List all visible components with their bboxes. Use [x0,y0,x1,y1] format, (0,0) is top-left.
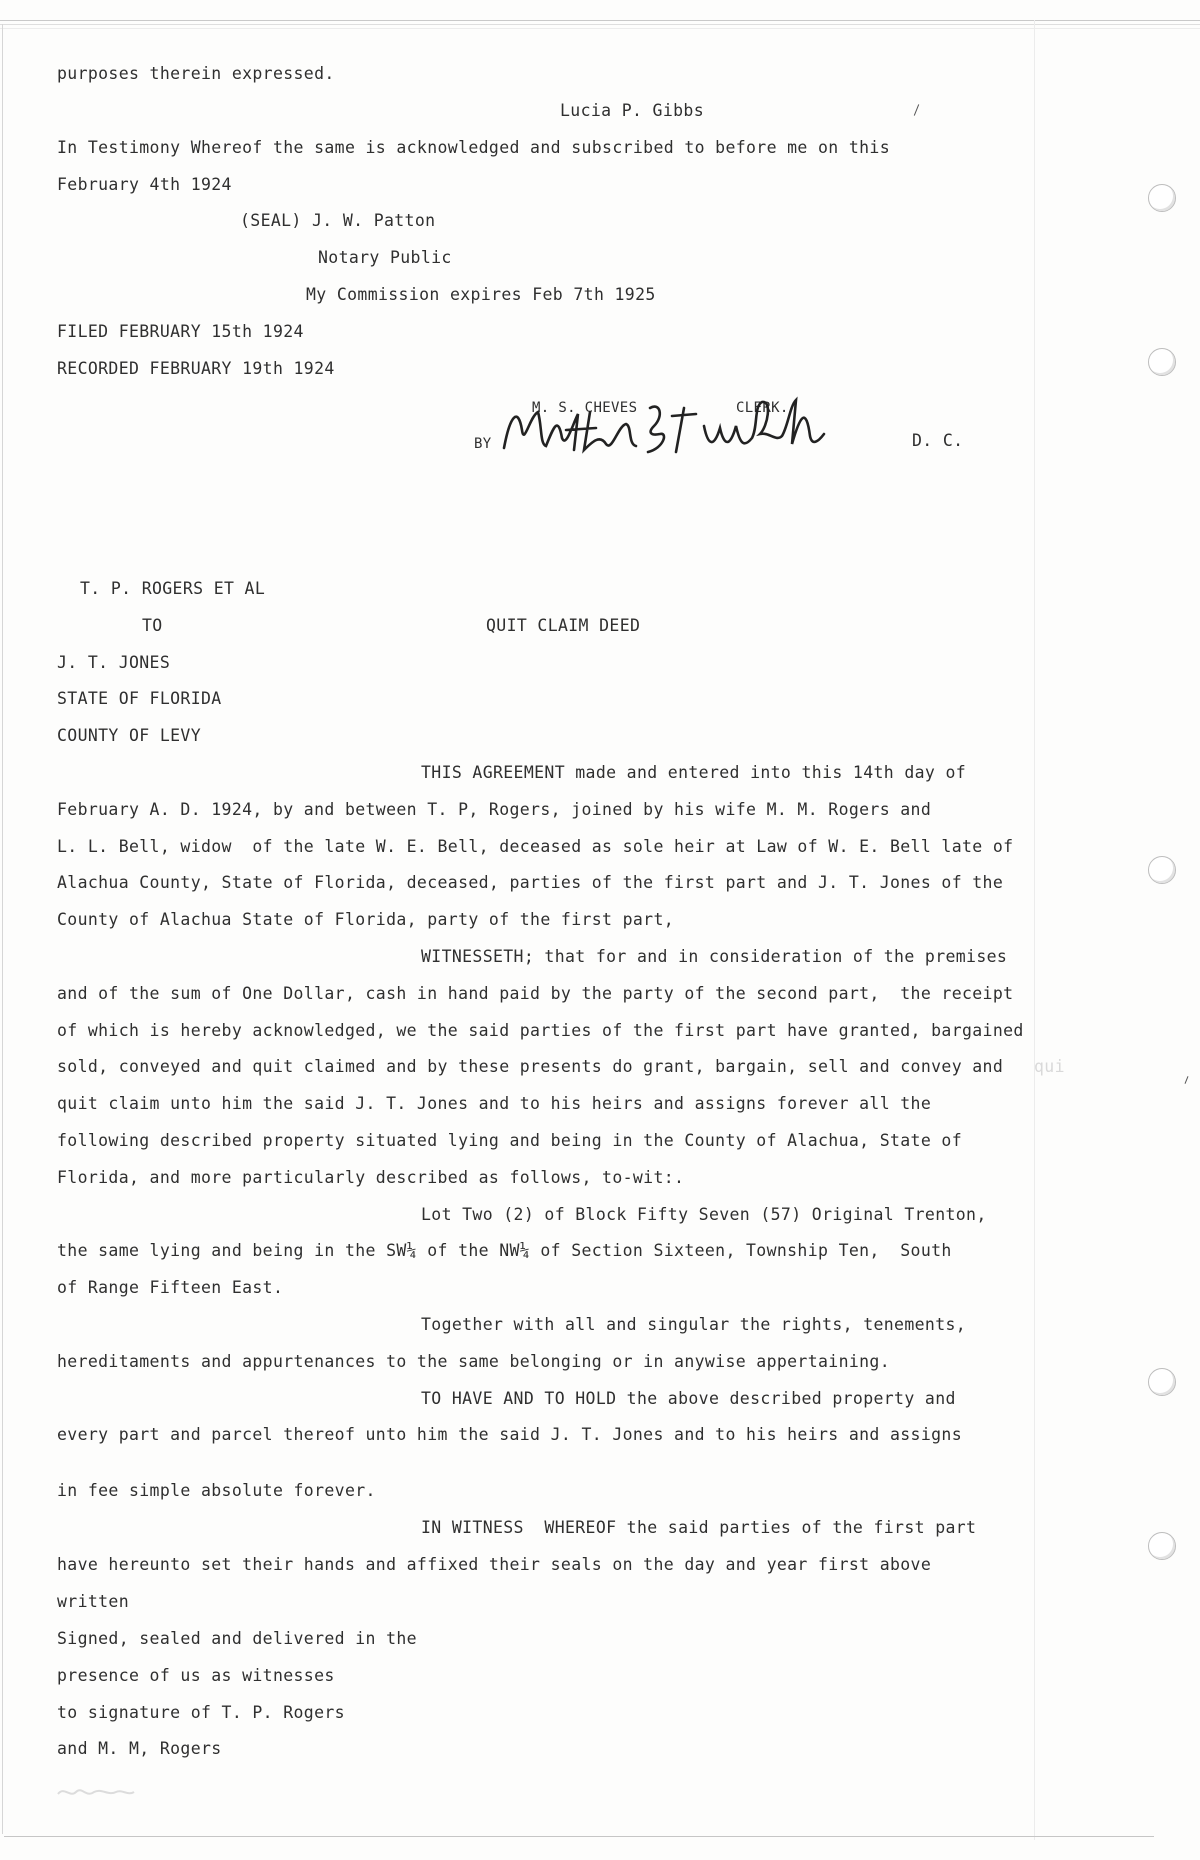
doc-line: of Range Fifteen East. [57,1278,284,1297]
doc-line: Alachua County, State of Florida, deceased, parties of the first part and J. T. Jones of the [57,873,1004,892]
recorded-date: RECORDED FEBRUARY 19th 1924 [57,359,335,378]
bottom-page-edge [4,1836,1154,1837]
to-heading: TO [142,616,163,635]
doc-line: THIS AGREEMENT made and entered into this 14th day of [421,763,967,782]
notary-seal-line: (SEAL) J. W. Patton [240,211,436,230]
doc-line: quit claim unto him the said J. T. Jones and to his heirs and assigns forever all the [57,1094,932,1113]
doc-line: sold, conveyed and quit claimed and by these presents do grant, bargain, sell and convey and [57,1057,1004,1076]
doc-line: WITNESSETH; that for and in consideration of the premises [421,947,1008,966]
clerk-name: M. S. CHEVES [532,400,638,416]
doc-line: County of Alachua State of Florida, party of the first part, [57,910,675,929]
grantor-heading: T. P. ROGERS ET AL [80,579,266,598]
top-rule-line [0,20,1200,21]
witness-line: presence of us as witnesses [57,1666,335,1685]
deed-title: QUIT CLAIM DEED [486,616,641,635]
doc-line: every part and parcel thereof unto him the said J. T. Jones and to his heirs and assigns [57,1425,962,1444]
doc-line: of which is hereby acknowledged, we the said parties of the first part have granted, bargained [57,1021,1024,1040]
top-rule-line-3 [0,28,1200,29]
doc-line: IN WITNESS WHEREOF the said parties of the first part [421,1518,977,1537]
punch-hole-icon [1148,184,1176,212]
doc-line: in fee simple absolute forever. [57,1481,376,1500]
doc-line: purposes therein expressed. [57,64,335,83]
doc-line: the same lying and being in the SW¼ of the NW¼ of Section Sixteen, Township Ten, South [57,1241,952,1260]
pen-mark [914,104,919,116]
doc-line: Together with all and singular the rights, tenements, [421,1315,967,1334]
doc-line: have hereunto set their hands and affixed their seals on the day and year first above [57,1555,932,1574]
notary-title: Notary Public [318,248,452,267]
doc-line: hereditaments and appurtenances to the same belonging or in anywise appertaining. [57,1352,890,1371]
doc-line: February A. D. 1924, by and between T. P, Rogers, joined by his wife M. M. Rogers and [57,800,932,819]
right-margin-edge [1034,20,1035,1840]
left-page-edge [2,24,3,1834]
doc-line: following described property situated lying and being in the County of Alachua, State of [57,1131,962,1150]
commission-expiry: My Commission expires Feb 7th 1925 [306,285,656,304]
doc-line: written [57,1592,129,1611]
clerk-title: CLERK. [736,400,789,416]
faint-bleedthrough-mark [56,1784,136,1800]
doc-line: February 4th 1924 [57,175,232,194]
doc-line: and of the sum of One Dollar, cash in hand paid by the party of the second part, the receipt [57,984,1014,1003]
punch-hole-icon [1148,1368,1176,1396]
doc-line: Florida, and more particularly described as follows, to-wit:. [57,1168,685,1187]
grantee-heading: J. T. JONES [57,653,171,672]
doc-line: TO HAVE AND TO HOLD the above described property and [421,1389,956,1408]
filed-date: FILED FEBRUARY 15th 1924 [57,322,304,341]
handwritten-signature [500,386,830,466]
doc-line: L. L. Bell, widow of the late W. E. Bell, deceased as sole heir at Law of W. E. Bell late of [57,837,1014,856]
by-label: BY [474,436,492,452]
doc-line: In Testimony Whereof the same is acknowledged and subscribed to before me on this [57,138,890,157]
state-heading: STATE OF FLORIDA [57,689,222,708]
witness-line: to signature of T. P. Rogers [57,1703,345,1722]
signatory-name: Lucia P. Gibbs [560,101,704,120]
pen-mark [1185,1076,1189,1084]
deputy-clerk-label: D. C. [912,431,964,450]
legal-description: Lot Two (2) of Block Fifty Seven (57) Original Trenton, [421,1205,987,1224]
punch-hole-icon [1148,856,1176,884]
witness-line: Signed, sealed and delivered in the [57,1629,417,1648]
punch-hole-icon [1148,1532,1176,1560]
top-rule-line-2 [0,24,1200,25]
punch-hole-icon [1148,348,1176,376]
faded-text: qui [1034,1057,1065,1076]
witness-line: and M. M, Rogers [57,1739,222,1758]
county-heading: COUNTY OF LEVY [57,726,201,745]
